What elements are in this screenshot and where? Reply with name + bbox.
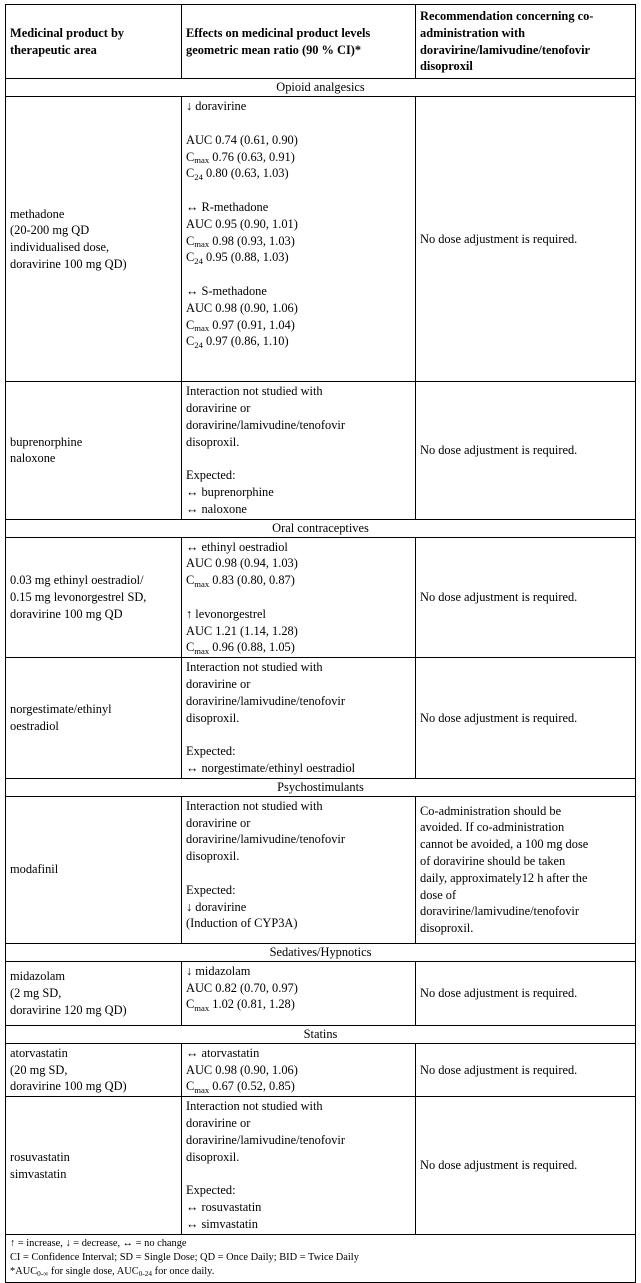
cell-line: disoproxil. [186, 434, 240, 449]
cell-line: disoproxil. [186, 849, 240, 864]
blank-line [186, 182, 411, 199]
medicinal-product-cell [6, 1097, 182, 1235]
footnote-arrows: ↑ = increase, ↓ = decrease, ↔ = no change [10, 1238, 187, 1250]
header-medicinal-product: Medicinal product by therapeutic area [6, 5, 182, 79]
cell-line: norgestimate/ethinyl [10, 702, 112, 717]
section-header-row [6, 519, 636, 537]
cell-line: Interaction not studied with [186, 660, 323, 675]
cell-line: Expected: [186, 1183, 236, 1198]
cell-line: $C_{max}$ 0.83 (0.80, 0.87) [186, 573, 295, 589]
cell-line: AUC 0.98 (0.94, 1.03) [186, 556, 298, 571]
cell-line: naloxone [10, 451, 56, 466]
cell-line: doravirine 100 mg QD [10, 606, 123, 621]
cell-line: (20 mg SD, [10, 1062, 68, 1077]
cell-line: ↓ midazolam [186, 963, 251, 978]
cell-line: doravirine or [186, 815, 251, 830]
cell-line: $C_{max}$ 0.97 (0.91, 1.04) [186, 317, 295, 334]
recommendation-cell [416, 658, 636, 779]
table-body [6, 79, 636, 1235]
cell-line: disoproxil. [186, 1149, 240, 1164]
blank-line [186, 1165, 411, 1182]
cell-line: ↔ simvastatin [186, 1216, 258, 1231]
cell-line: ↔ R-methadone [186, 199, 269, 214]
cell-line: doravirine or [186, 676, 251, 691]
cell-line: individualised dose, [10, 240, 110, 255]
cell-line: ↔ buprenorphine [186, 484, 274, 499]
cell-line: (20-200 mg QD [10, 223, 90, 238]
cell-line: No dose adjustment is required. [420, 231, 578, 246]
cell-line: doravirine or [186, 400, 251, 415]
cell-line: No dose adjustment is required. [420, 442, 578, 457]
cell-line: dose of [420, 887, 457, 902]
cell-line: ↔ norgestimate/ethinyl oestradiol [186, 760, 356, 775]
cell-line: $C_{24}$ 0.97 (0.86, 1.10) [186, 334, 289, 350]
recommendation-cell [416, 537, 636, 658]
table-row [6, 97, 636, 382]
table-row [6, 961, 636, 1025]
cell-line: Interaction not studied with [186, 1099, 323, 1114]
cell-line: avoided. If co-administration [420, 820, 565, 835]
cell-line: $C_{max}$ 0.76 (0.63, 0.91) [186, 149, 295, 166]
document-page [5, 4, 635, 1283]
section-header-row [6, 1025, 636, 1043]
cell-line: rosuvastatin [10, 1149, 70, 1164]
cell-line: Interaction not studied with [186, 798, 323, 813]
cell-line: Expected: [186, 744, 236, 759]
medicinal-product-cell [6, 97, 182, 382]
cell-line: Expected: [186, 882, 236, 897]
cell-line: atorvastatin [10, 1045, 68, 1060]
recommendation-cell [416, 97, 636, 382]
effects-cell [182, 1043, 416, 1096]
table-row [6, 537, 636, 658]
blank-line [186, 266, 411, 283]
section-header-row [6, 943, 636, 961]
cell-line: buprenorphine [10, 434, 83, 449]
medicinal-product-cell [6, 1043, 182, 1096]
cell-line: ↔ naloxone [186, 501, 247, 516]
cell-line: doravirine 100 mg QD) [10, 256, 127, 271]
cell-line: No dose adjustment is required. [420, 1062, 578, 1077]
cell-line: doravirine 100 mg QD) [10, 1079, 127, 1094]
cell-line: 0.15 mg levonorgestrel SD, [10, 589, 147, 604]
section-title: Psychostimulants [6, 778, 636, 796]
effects-cell [182, 961, 416, 1025]
cell-line: methadone [10, 206, 65, 221]
effects-cell [182, 658, 416, 779]
cell-line: $C_{max}$ 0.67 (0.52, 0.85) [186, 1079, 295, 1095]
cell-line: ↓ doravirine [186, 99, 247, 114]
cell-line: Expected: [186, 468, 236, 483]
cell-line: doravirine/lamivudine/tenofovir [186, 693, 345, 708]
cell-line: AUC 0.98 (0.90, 1.06) [186, 300, 298, 315]
section-title: Oral contraceptives [6, 519, 636, 537]
cell-line: oestradiol [10, 718, 59, 733]
recommendation-cell [416, 1043, 636, 1096]
cell-line: ↓ doravirine [186, 899, 247, 914]
cell-line: $C_{24}$ 0.95 (0.88, 1.03) [186, 250, 289, 266]
cell-line: AUC 1.21 (1.14, 1.28) [186, 623, 298, 638]
cell-line: $C_{max}$ 0.98 (0.93, 1.03) [186, 233, 295, 250]
cell-line: AUC 0.98 (0.90, 1.06) [186, 1062, 298, 1077]
blank-line [186, 115, 411, 132]
interaction-table [5, 4, 636, 1283]
cell-line: simvastatin [10, 1166, 67, 1181]
medicinal-product-cell [6, 537, 182, 658]
effects-cell [182, 796, 416, 943]
cell-line: (2 mg SD, [10, 985, 62, 1000]
recommendation-cell [416, 796, 636, 943]
section-title: Statins [6, 1025, 636, 1043]
cell-line: ↔ ethinyl oestradiol [186, 539, 288, 554]
cell-line: doravirine/lamivudine/tenofovir [420, 904, 579, 919]
table-row [6, 1043, 636, 1096]
section-header-row [6, 79, 636, 97]
section-title: Opioid analgesics [6, 79, 636, 97]
cell-line: doravirine 120 mg QD) [10, 1002, 127, 1017]
cell-line: modafinil [10, 862, 59, 877]
blank-line [186, 450, 411, 467]
medicinal-product-cell [6, 961, 182, 1025]
blank-line [186, 589, 411, 606]
effects-cell [182, 1097, 416, 1235]
cell-line: AUC 0.74 (0.61, 0.90) [186, 132, 298, 147]
blank-line [186, 865, 411, 882]
cell-line: doravirine or [186, 1115, 251, 1130]
cell-line: daily, approximately12 h after the [420, 870, 588, 885]
cell-line: cannot be avoided, a 100 mg dose [420, 837, 589, 852]
cell-line: doravirine/lamivudine/tenofovir [186, 417, 345, 432]
cell-line: midazolam [10, 969, 66, 984]
cell-line: ↑ levonorgestrel [186, 606, 266, 621]
cell-line: disoproxil. [420, 921, 474, 936]
header-recommendation: Recommendation concerning co-administration with doravirine/lamivudine/tenofovir disoproxil [416, 5, 636, 79]
blank-line [186, 726, 411, 743]
section-header-row [6, 778, 636, 796]
cell-line: ↔ atorvastatin [186, 1045, 260, 1060]
footnote-row [6, 1235, 636, 1283]
effects-cell [182, 382, 416, 519]
recommendation-cell [416, 1097, 636, 1235]
medicinal-product-cell [6, 796, 182, 943]
cell-line: ↔ S-methadone [186, 283, 267, 298]
footnotes [6, 1235, 636, 1283]
effects-cell [182, 537, 416, 658]
footnote-abbreviations: CI = Confidence Interval; SD = Single Dose; QD = Once Daily; BID = Twice Daily [10, 1252, 359, 1264]
header-effects: Effects on medicinal product levels geometric mean ratio (90 % CI)* [182, 5, 416, 79]
cell-line: disoproxil. [186, 710, 240, 725]
cell-line: Co-administration should be [420, 803, 562, 818]
cell-line: 0.03 mg ethinyl oestradiol/ [10, 573, 144, 588]
cell-line: $C_{max}$ 0.96 (0.88, 1.05) [186, 640, 295, 656]
recommendation-cell [416, 382, 636, 519]
cell-line: of doravirine should be taken [420, 853, 566, 868]
table-header-row [6, 5, 636, 79]
cell-line: doravirine/lamivudine/tenofovir [186, 832, 345, 847]
table-row [6, 796, 636, 943]
cell-line: (Induction of CYP3A) [186, 916, 298, 931]
cell-line: AUC 0.95 (0.90, 1.01) [186, 216, 298, 231]
cell-line: Interaction not studied with [186, 384, 323, 399]
medicinal-product-cell [6, 382, 182, 519]
medicinal-product-cell [6, 658, 182, 779]
cell-line: No dose adjustment is required. [420, 1158, 578, 1173]
cell-line: doravirine/lamivudine/tenofovir [186, 1132, 345, 1147]
table-row [6, 1097, 636, 1235]
cell-line: AUC 0.82 (0.70, 0.97) [186, 980, 298, 995]
footnote-auc: $*AUC_{0-\infty}$ for single dose, $AUC_{0-24}$ for once daily. [10, 1266, 215, 1279]
cell-line: No dose adjustment is required. [420, 710, 578, 725]
cell-line: $C_{24}$ 0.80 (0.63, 1.03) [186, 166, 289, 182]
effects-cell [182, 97, 416, 382]
cell-line: No dose adjustment is required. [420, 589, 578, 604]
cell-line: $C_{max}$ 1.02 (0.81, 1.28) [186, 997, 295, 1013]
cell-line: ↔ rosuvastatin [186, 1199, 262, 1214]
recommendation-cell [416, 961, 636, 1025]
table-row [6, 658, 636, 779]
table-row [6, 382, 636, 519]
cell-line: No dose adjustment is required. [420, 985, 578, 1000]
section-title: Sedatives/Hypnotics [6, 943, 636, 961]
